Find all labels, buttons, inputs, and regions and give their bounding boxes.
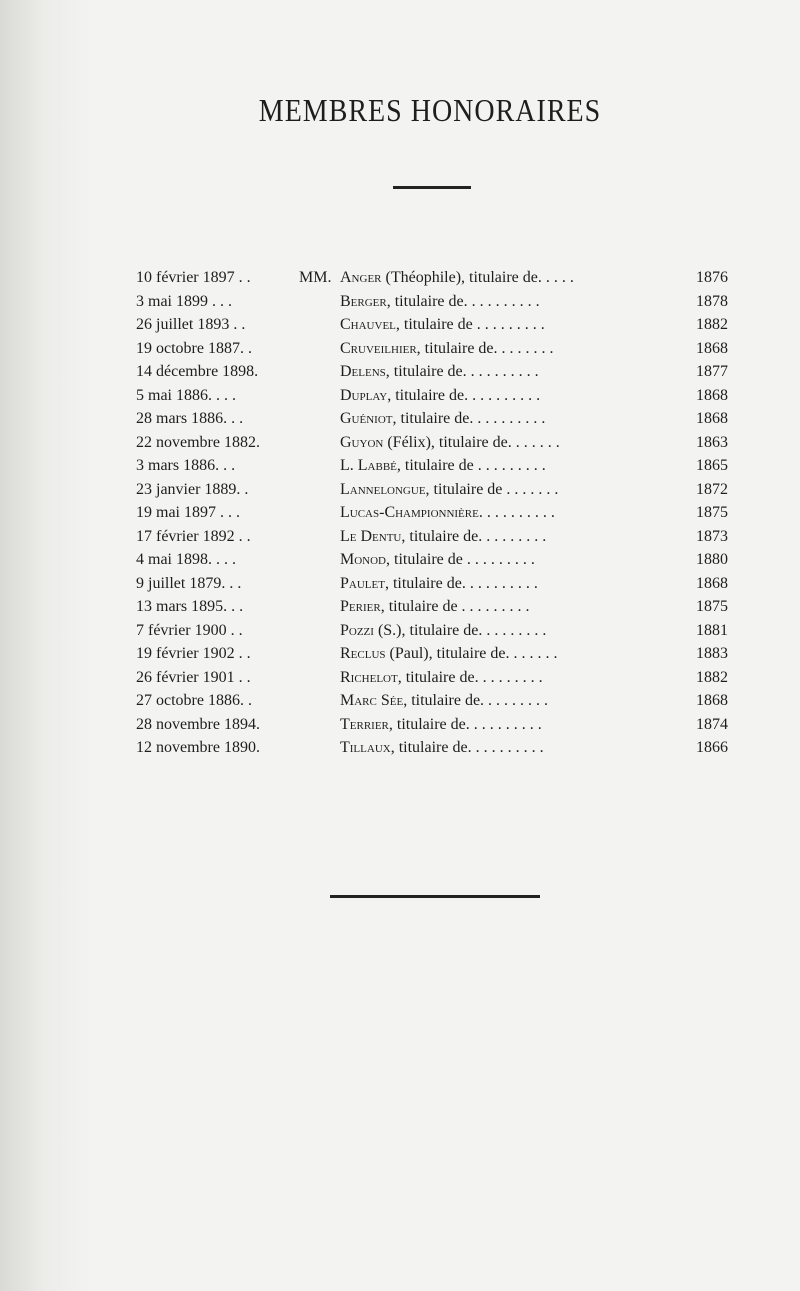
member-title: , titulaire de. . . . . . . . . .: [384, 574, 538, 592]
member-name: L. Labbé: [340, 457, 397, 474]
list-item: [0, 548, 800, 572]
member-entry: [340, 501, 684, 525]
end-divider: [330, 895, 540, 898]
member-entry: [340, 266, 684, 290]
member-title: (Théophile), titulaire de. . . . .: [381, 269, 574, 286]
member-year: 1873: [696, 527, 728, 545]
member-name: Berger: [340, 292, 387, 310]
member-election-date: 10 février 1897 . .: [136, 269, 251, 286]
member-list: [0, 266, 800, 760]
member-election-date: 9 juillet 1879. . .: [136, 574, 242, 592]
list-item: [0, 572, 800, 596]
member-name: Anger: [340, 269, 382, 286]
member-entry: [340, 313, 684, 337]
member-name: Duplay: [340, 386, 388, 404]
member-election-date: 19 mai 1897 . . .: [136, 504, 240, 521]
member-entry: [340, 548, 684, 572]
member-entry: [340, 595, 684, 619]
member-title: , titulaire de . . . . . . . . .: [380, 598, 530, 615]
member-election-date: 12 novembre 1890.: [136, 739, 260, 756]
list-item: [0, 478, 800, 502]
member-title: , titulaire de. . . . . . . . . .: [388, 715, 542, 733]
member-entry: [340, 290, 684, 314]
member-entry: [340, 478, 684, 502]
member-entry: [340, 619, 684, 643]
list-item: [0, 595, 800, 619]
page-title: MEMBRES HONORAIRES: [258, 94, 602, 129]
member-election-date: 14 décembre 1898.: [136, 363, 259, 380]
member-name: Le Dentu: [340, 527, 402, 545]
member-name: Perier: [340, 598, 381, 615]
member-title: , titulaire de . . . . . . . . .: [396, 457, 546, 474]
member-entry: [340, 384, 684, 408]
member-name: Richelot: [340, 668, 398, 686]
member-entry: [340, 736, 684, 760]
member-year: 1878: [696, 292, 728, 310]
member-year: 1868: [696, 410, 728, 427]
member-name: Guyon: [340, 433, 384, 451]
list-item: [0, 689, 800, 713]
member-title: , titulaire de. . . . . . . . . .: [390, 739, 544, 756]
member-election-date: 28 novembre 1894.: [136, 715, 260, 733]
member-title: , titulaire de. . . . . . . . . .: [387, 386, 541, 404]
member-election-date: 28 mars 1886. . .: [136, 410, 244, 427]
list-item: [0, 407, 800, 431]
list-item: [0, 642, 800, 666]
member-entry: [340, 689, 684, 713]
member-election-date: 26 février 1901 . .: [136, 668, 251, 686]
member-election-date: 13 mars 1895. . .: [136, 598, 244, 615]
member-election-date: 19 octobre 1887. .: [136, 339, 252, 357]
member-year: 1875: [696, 504, 728, 521]
member-year: 1868: [696, 574, 728, 592]
member-election-date: 3 mars 1886. . .: [136, 457, 236, 474]
member-year: 1863: [696, 433, 728, 451]
member-name: Pozzi: [340, 621, 374, 639]
list-item: [0, 736, 800, 760]
member-entry: [340, 360, 684, 384]
member-name: Reclus: [340, 645, 386, 662]
list-item: [0, 713, 800, 737]
member-year: 1868: [696, 386, 728, 404]
member-year: 1872: [696, 480, 728, 498]
member-election-date: 5 mai 1886. . . .: [136, 386, 236, 404]
member-title: , titulaire de . . . . . . . . .: [386, 551, 535, 568]
member-title: . . . . . . . . . .: [478, 504, 555, 521]
member-entry: [340, 713, 684, 737]
member-title: (Félix), titulaire de. . . . . . .: [383, 433, 560, 451]
member-election-date: 3 mai 1899 . . .: [136, 292, 232, 310]
title-divider: [393, 186, 471, 189]
member-election-date: 23 janvier 1889. .: [136, 480, 249, 498]
member-title: (S.), titulaire de. . . . . . . . .: [373, 621, 547, 639]
member-title: , titulaire de . . . . . . . . .: [395, 316, 545, 333]
member-name: Paulet: [340, 574, 385, 592]
member-election-date: 7 février 1900 . .: [136, 621, 243, 639]
member-name: Terrier: [340, 715, 389, 733]
list-item: [0, 454, 800, 478]
member-name: Cruveilhier: [340, 339, 417, 357]
member-year: 1868: [696, 339, 728, 357]
member-year: 1883: [696, 645, 728, 662]
member-entry: [340, 337, 684, 361]
honorific-label: MM.: [299, 269, 332, 286]
member-year: 1868: [696, 692, 728, 709]
list-item: [0, 337, 800, 361]
list-item: [0, 313, 800, 337]
member-title: , titulaire de. . . . . . . . . .: [385, 363, 539, 380]
member-year: 1880: [696, 551, 728, 568]
member-year: 1881: [696, 621, 728, 639]
list-item: [0, 431, 800, 455]
member-title: (Paul), titulaire de. . . . . . .: [385, 645, 558, 662]
member-name: Guéniot: [340, 410, 393, 427]
member-title: , titulaire de. . . . . . . . . .: [386, 292, 540, 310]
member-year: 1882: [696, 316, 728, 333]
member-entry: [340, 642, 684, 666]
member-name: Delens: [340, 363, 386, 380]
list-item: [0, 384, 800, 408]
member-year: 1866: [696, 739, 728, 756]
member-name: Lucas-Championnière: [340, 504, 479, 521]
member-entry: [340, 666, 684, 690]
member-name: Lannelongue: [340, 480, 426, 498]
member-name: Monod: [340, 551, 387, 568]
member-election-date: 26 juillet 1893 . .: [136, 316, 246, 333]
member-year: 1875: [696, 598, 728, 615]
member-election-date: 22 novembre 1882.: [136, 433, 260, 451]
list-item: [0, 360, 800, 384]
member-year: 1876: [696, 269, 728, 286]
member-year: 1877: [696, 363, 728, 380]
member-name: Chauvel: [340, 316, 396, 333]
list-item: [0, 666, 800, 690]
list-item: [0, 525, 800, 549]
member-name: Tillaux: [340, 739, 391, 756]
member-year: 1865: [696, 457, 728, 474]
member-election-date: 19 février 1902 . .: [136, 645, 251, 662]
member-election-date: 4 mai 1898. . . .: [136, 551, 236, 568]
member-year: 1882: [696, 668, 728, 686]
member-title: , titulaire de. . . . . . . .: [416, 339, 554, 357]
list-item: [0, 290, 800, 314]
list-item: [0, 266, 800, 290]
member-year: 1874: [696, 715, 728, 733]
member-title: , titulaire de. . . . . . . . .: [397, 668, 543, 686]
member-entry: [340, 525, 684, 549]
list-item: [0, 501, 800, 525]
member-title: , titulaire de. . . . . . . . .: [403, 692, 549, 709]
member-title: , titulaire de. . . . . . . . .: [401, 527, 547, 545]
member-name: Marc Sée: [340, 692, 404, 709]
member-entry: [340, 407, 684, 431]
member-entry: [340, 431, 684, 455]
member-title: , titulaire de . . . . . . .: [425, 480, 559, 498]
member-election-date: 17 février 1892 . .: [136, 527, 251, 545]
member-entry: [340, 572, 684, 596]
list-item: [0, 619, 800, 643]
member-title: , titulaire de. . . . . . . . . .: [392, 410, 546, 427]
member-entry: [340, 454, 684, 478]
member-election-date: 27 octobre 1886. .: [136, 692, 252, 709]
